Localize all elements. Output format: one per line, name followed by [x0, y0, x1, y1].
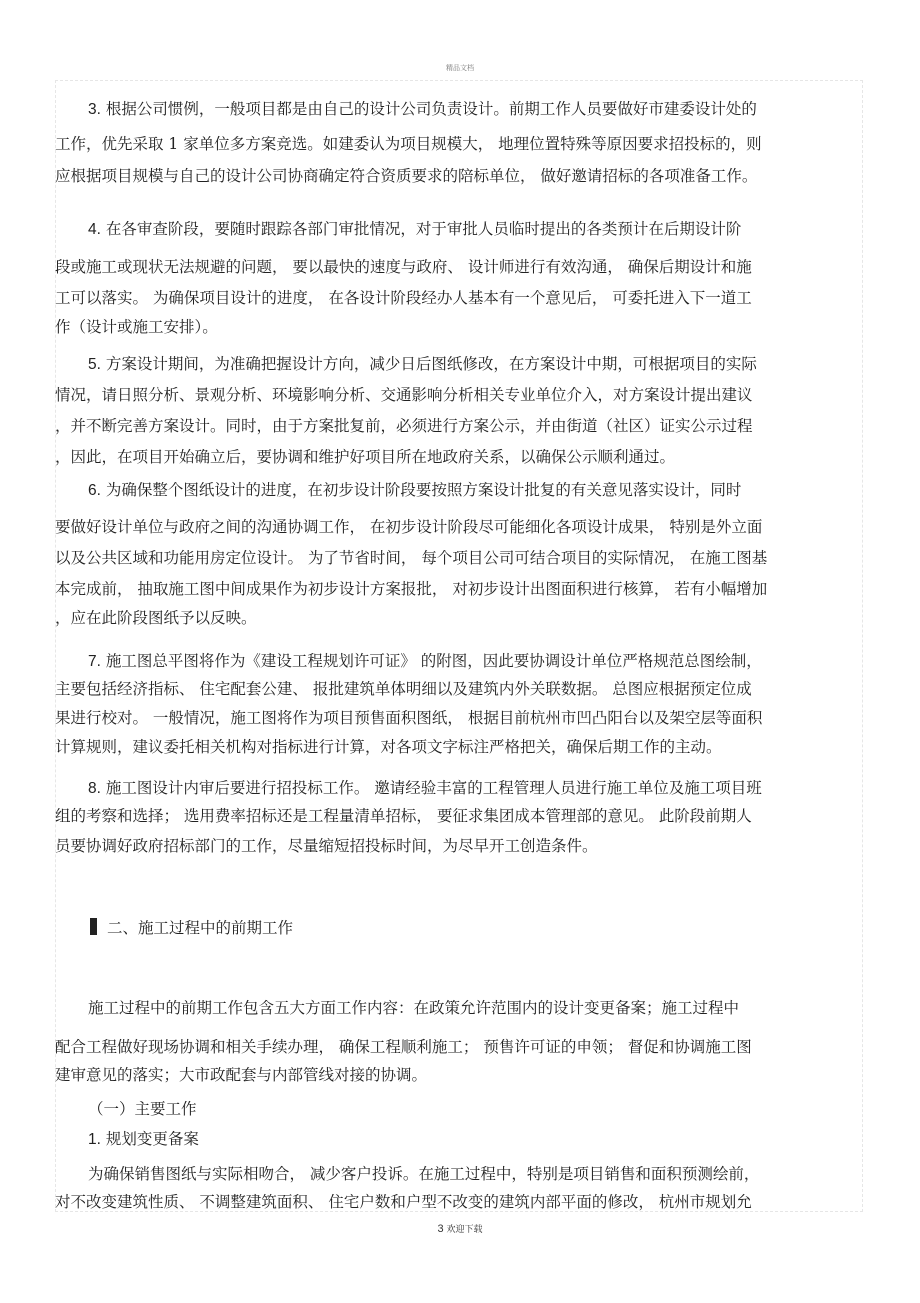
- item-1-title: 1. 规划变更备案: [88, 1130, 199, 1148]
- section-4-line-3: 工可以落实。 为确保项目设计的进度， 在各设计阶段经办人基本有一个意见后， 可委托进入下一道工: [55, 289, 752, 307]
- section-5-line-2: 情况，请日照分析、景观分析、环境影响分析、交通影响分析相关专业单位介入，对方案设计提出建议: [55, 386, 753, 404]
- section-4-line-4: 作（设计或施工安排）。: [55, 318, 218, 336]
- section-4-line-1: 4. 在各审查阶段，要随时跟踪各部门审批情况，对于审批人员临时提出的各类预计在后期设计阶: [88, 220, 742, 238]
- section-6-line-4: 本完成前， 抽取施工图中间成果作为初步设计方案报批， 对初步设计出图面积进行核算， 若有小幅增加: [55, 580, 768, 598]
- body-1-line-1: 为确保销售图纸与实际相吻合， 减少客户投诉。在施工过程中，特别是项目销售和面积预测绘前，: [88, 1165, 760, 1183]
- section-3-line-2: 工作，优先采取 1 家单位多方案竞选。如建委认为项目规模大， 地理位置特殊等原因要求招投标的，则: [55, 135, 762, 153]
- section-5-number: 5.: [88, 356, 101, 373]
- section-4-line-2: 段或施工或现状无法规避的问题， 要以最快的速度与政府、 设计师进行有效沟通， 确保后期设计和施: [55, 258, 752, 276]
- section-7-line-4: 计算规则，建议委托相关机构对指标进行计算，对各项文字标注严格把关，确保后期工作的主动。: [55, 738, 722, 756]
- section-5-line-4: ，因此，在项目开始确立后，要协调和维护好项目所在地政府关系，以确保公示顺利通过。: [55, 448, 676, 466]
- section-6-line-2: 要做好设计单位与政府之间的沟通协调工作， 在初步设计阶段尽可能细化各项设计成果， 特别是外立面: [55, 518, 763, 536]
- section-7-line-1: 7. 施工图总平图将作为《建设工程规划许可证》 的附图，因此要协调设计单位严格规范总图绘制，: [88, 652, 762, 670]
- section-3-number: 3.: [88, 101, 101, 118]
- section-3-line-3: 应根据项目规模与自己的设计公司协商确定符合资质要求的陪标单位， 做好邀请招标的各项准备工作。: [55, 167, 758, 185]
- section-8-number: 8.: [88, 780, 101, 797]
- item-1-number: 1.: [88, 1131, 101, 1148]
- section-6-line-5: ，应在此阶段图纸予以反映。: [55, 609, 257, 627]
- section-4-number: 4.: [88, 221, 101, 238]
- section-6-line-1: 6. 为确保整个图纸设计的进度，在初步设计阶段要按照方案设计批复的有关意见落实设计，同时: [88, 481, 742, 499]
- body-1-line-2: 对不改变建筑性质、 不调整建筑面积、 住宅户数和户型不改变的建筑内部平面的修改， 杭州市规划允: [55, 1193, 752, 1211]
- subheading-main-work: （一）主要工作: [88, 1100, 197, 1118]
- page-number: 3: [437, 1223, 444, 1235]
- section-heading: 二、施工过程中的前期工作: [90, 918, 293, 938]
- section-7-line-2: 主要包括经济指标、 住宅配套公建、 报批建筑单体明细以及建筑内外关联数据。 总图应根据预定位成: [55, 680, 752, 698]
- section-8-line-2: 组的考察和选择； 选用费率招标还是工程量清单招标， 要征求集团成本管理部的意见。 此阶段前期人: [55, 807, 752, 825]
- heading-bar-icon: [90, 918, 97, 935]
- section-8-line-1: 8. 施工图设计内审后要进行招投标工作。 邀请经验丰富的工程管理人员进行施工单位及施工项目班: [88, 779, 762, 797]
- section-5-line-3: ，并不断完善方案设计。同时，由于方案批复前，必须进行方案公示，并由街道（社区）证实公示过程: [55, 417, 753, 435]
- intro-line-1: 施工过程中的前期工作包含五大方面工作内容：在政策允许范围内的设计变更备案；施工过程中: [88, 999, 740, 1017]
- intro-line-2: 配合工程做好现场协调和相关手续办理， 确保工程顺利施工； 预售许可证的申领； 督促和协调施工图: [55, 1038, 752, 1056]
- footer-text: 欢迎下载: [446, 1225, 483, 1235]
- section-5-line-1: 5. 方案设计期间，为准确把握设计方向，减少日后图纸修改，在方案设计中期，可根据项目的实际: [88, 355, 757, 373]
- page-header: 精品文档: [446, 64, 474, 72]
- section-7-line-3: 果进行校对。 一般情况，施工图将作为项目预售面积图纸， 根据目前杭州市凹凸阳台以及架空层等面积: [55, 709, 763, 727]
- section-6-number: 6.: [88, 482, 101, 499]
- section-8-line-3: 员要协调好政府招标部门的工作，尽量缩短招投标时间，为尽早开工创造条件。: [55, 837, 598, 855]
- section-3-line-1: 3. 根据公司惯例，一般项目都是由自己的设计公司负责设计。前期工作人员要做好市建委设计处的: [88, 100, 757, 118]
- section-6-line-3: 以及公共区域和功能用房定位设计。 为了节省时间， 每个项目公司可结合项目的实际情况， 在施工图基: [55, 549, 768, 567]
- section-7-number: 7.: [88, 653, 101, 670]
- intro-line-3: 建审意见的落实；大市政配套与内部管线对接的协调。: [55, 1066, 428, 1084]
- page-footer: [0, 1222, 920, 1235]
